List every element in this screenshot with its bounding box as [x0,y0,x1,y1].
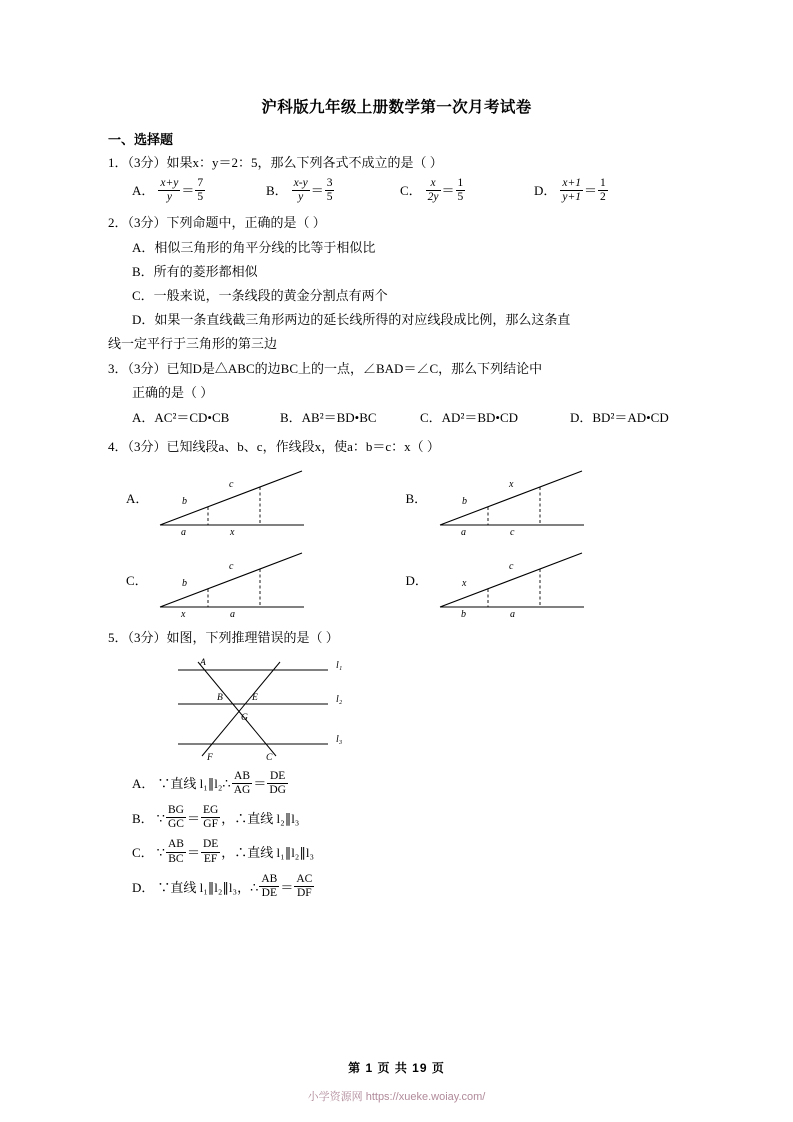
question-5-stem [108,627,685,648]
svg-text:C: C [266,753,273,763]
svg-text:b: b [182,495,187,507]
option-b-label: B． [266,183,288,199]
question-3-option-b: B．AB²＝BD•BC [280,409,377,425]
svg-text:x: x [230,526,235,535]
question-1 [108,152,685,204]
equals-b: ＝ [186,810,200,826]
question-2-stem [108,212,685,233]
option-a-label: A． [126,491,149,507]
fraction-right-a: $\frac{7}{5}$ [197,176,204,203]
fraction-left-a: $\frac{AB}{AG}$ [233,769,251,796]
question-5-figure [164,652,685,764]
section-heading-choice: 一、选择题 [108,132,174,147]
option-c-premise: ∵ [156,845,165,861]
question-2 [108,212,685,353]
svg-text:c: c [508,560,513,572]
option-a-label: A． [132,776,155,792]
question-1-options [108,177,685,204]
option-c-post: ，∴直线 l₁∥l₂∥l₃ [221,845,314,861]
equals-d: ＝ [280,879,294,895]
question-4-figures [108,463,685,617]
svg-text:E: E [252,693,258,703]
option-d-label: D． [534,183,557,199]
question-2-number: 2． [108,215,128,231]
question-2-text: 下列命题中，正确的是（ ） [166,215,326,231]
question-3-stem [108,358,685,379]
question-5-option-d [108,873,685,900]
question-3-options [108,407,685,428]
option-d-premise: ∵直线 l₁∥l₂∥l₃，∴ [157,879,259,895]
option-b-label: B． [132,810,154,826]
question-1-stem [108,152,685,173]
question-3-option-c: C．AD²＝BD•CD [420,409,519,425]
question-5-text: 如图，下列推理错误的是（ ） [166,629,339,645]
option-c-label: C． [126,573,148,589]
svg-text:x: x [461,577,466,589]
question-4-option-b [406,463,686,535]
svg-text:l₁: l₁ [336,660,343,671]
option-c-label: C． [132,845,154,861]
question-5-number: 5． [108,629,128,645]
fraction-right-b: $\frac{EG}{GF}$ [202,803,219,831]
question-2-option-d: D．如果一条直线截三角形两边的延长线所得的对应线段成比例，那么这条直 [132,311,571,327]
option-d-label: D． [405,573,428,589]
option-a-label: A． [132,183,155,199]
equals-a: ＝ [253,776,267,792]
question-3-option-d: D．BD²＝AD•CD [570,409,669,425]
question-4 [108,436,685,617]
svg-text:l₃: l₃ [336,734,343,745]
option-a-premise: ∵直线 l₁∥l₂∴ [157,776,231,792]
angle-diagram-b [432,463,592,535]
svg-text:A: A [200,658,206,668]
fraction-right-c: $\frac{DE}{EF}$ [202,838,219,865]
svg-text:l₂: l₂ [336,694,343,705]
watermark: 小学资源网 https://xueke.woiay.com/ [307,1091,486,1103]
question-1-score: （3分） [127,155,167,170]
fraction-left-b: $\frac{x-y}{y}$ [293,176,308,203]
svg-text:B: B [217,693,223,703]
fraction-right-c: $\frac{1}{5}$ [457,176,464,203]
fraction-right-d: $\frac{AC}{DF}$ [296,872,313,900]
question-5-score: （3分） [127,629,167,645]
question-3-text: 已知D是△ABC的边BC上的一点，∠BAD＝∠C，那么下列结论中 [166,360,543,376]
page-title: 沪科版九年级上册数学第一次月考试卷 [261,99,532,116]
question-4-figure-row-1 [108,463,685,535]
question-2-option-d-continuation: 线一定平行于三角形的第三边 [108,335,278,351]
option-b-post: ，∴直线 l₂∥l₃ [221,810,300,826]
angle-diagram-a [152,463,312,535]
equals-b: ＝ [310,183,324,199]
question-4-option-a [126,463,406,535]
svg-text:x: x [508,478,513,490]
question-4-score: （3分） [127,438,167,454]
equals-d: ＝ [584,183,598,199]
svg-text:a: a [460,526,466,535]
question-1-option-d [534,177,609,204]
option-d-label: D． [132,879,155,895]
option-b-premise: ∵ [156,810,165,826]
question-5-option-c [108,839,685,866]
svg-text:b: b [182,577,187,589]
svg-text:c: c [229,560,234,572]
question-1-option-a [132,177,266,204]
svg-text:c: c [229,478,234,490]
question-2-score: （3分） [127,215,167,231]
parallel-lines-transversal-diagram [164,652,364,764]
svg-text:b: b [460,608,466,617]
fraction-left-b: $\frac{BG}{GC}$ [167,803,184,831]
option-c-label: C． [400,183,422,199]
question-5 [108,627,685,901]
equals-a: ＝ [181,183,195,199]
question-2-option-c: C．一般来说，一条线段的黄金分割点有两个 [132,287,388,303]
question-3-number: 3． [108,360,128,376]
question-4-number: 4． [108,438,128,454]
question-4-option-c [126,545,406,617]
question-3 [108,358,685,428]
fraction-left-a: $\frac{x+y}{y}$ [160,176,179,203]
svg-text:b: b [461,495,467,507]
question-4-stem [108,436,685,457]
fraction-right-a: $\frac{DE}{DG}$ [269,769,286,796]
angle-diagram-c [152,545,312,617]
question-2-option-b: B．所有的菱形都相似 [132,263,258,279]
svg-text:F: F [207,753,213,763]
question-5-option-a [108,770,685,797]
question-1-option-b [266,177,400,204]
fraction-left-c: $\frac{AB}{BC}$ [167,838,184,865]
option-b-label: B． [405,491,428,507]
angle-diagram-d [432,545,592,617]
question-4-figure-row-2 [108,545,685,617]
question-4-option-d [406,545,686,617]
question-1-text: 如果x：y＝2：5，那么下列各式不成立的是（ ） [166,155,443,170]
fraction-right-d: $\frac{1}{2}$ [600,176,606,203]
fraction-left-c: $\frac{x}{2y}$ [427,176,439,203]
svg-text:x: x [181,608,186,617]
fraction-left-d: $\frac{x+1}{y+1}$ [562,176,582,203]
fraction-right-b: $\frac{3}{5}$ [326,176,333,203]
svg-text:c: c [509,526,514,535]
question-3-option-a: A．AC²＝CD•CB [132,409,230,425]
svg-text:G: G [241,713,248,723]
svg-text:a: a [181,526,186,535]
page-footer: 第 1 页 共 19 页 [348,1061,445,1075]
svg-text:a: a [230,608,235,617]
question-1-option-c [400,177,534,204]
question-1-number: 1． [108,155,128,170]
question-2-option-a: A．相似三角形的角平分线的比等于相似比 [132,239,376,255]
question-5-option-b [108,804,685,831]
fraction-left-d: $\frac{AB}{DE}$ [261,872,278,900]
svg-text:a: a [509,608,515,617]
equals-c: ＝ [441,183,455,199]
question-4-text: 已知线段a、b、c，作线段x，使a：b＝c：x（ ） [166,438,440,454]
equals-c: ＝ [186,845,200,861]
question-3-score: （3分） [127,360,167,376]
question-3-stem-continuation: 正确的是（ ） [132,384,214,400]
